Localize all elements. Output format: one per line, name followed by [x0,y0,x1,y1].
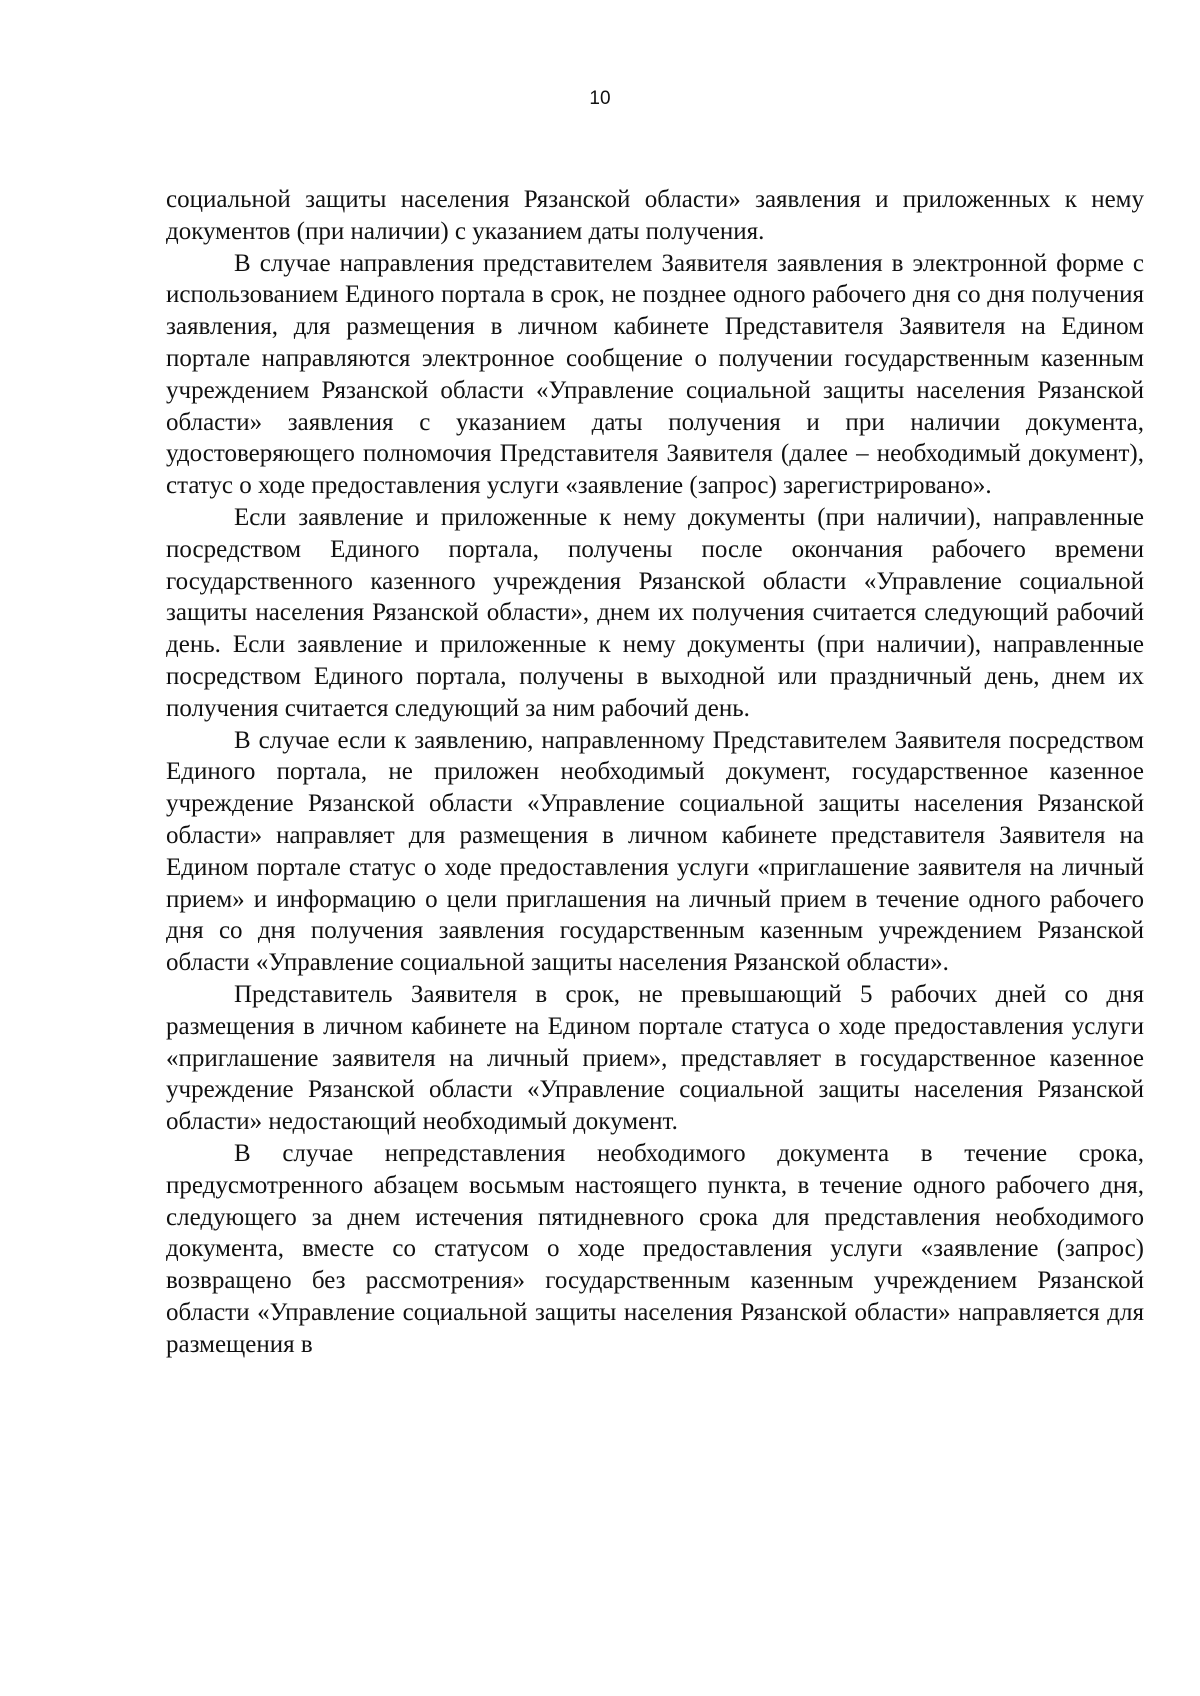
page-number: 10 [589,88,611,109]
paragraph-4: В случае если к заявлению, направленному Представителем Заявителя посредством Единого портала, не приложен необходимый документ, государственное казенное учреждение Рязанской области «Управление социальной защиты населения Рязанской области» направляет для размещения в личном кабинете представителя Заявителя на Едином портале статус о ходе предоставления услуги «приглашение заявителя на личный прием» и информацию о цели приглашения на личный прием в течение одного рабочего дня со дня получения заявления государственным казенным учреждением Рязанской области «Управление социальной защиты населения Рязанской области». [166,726,1144,977]
document-body [166,184,1144,1360]
paragraph-1: социальной защиты населения Рязанской области» заявления и приложенных к нему документов (при наличии) с указанием даты получения. [166,186,1144,245]
paragraph-5: Представитель Заявителя в срок, не превышающий 5 рабочих дней со дня размещения в личном кабинете на Едином портале статуса о ходе предоставления услуги «приглашение заявителя на личный прием», представляет в государственное казенное учреждение Рязанской области «Управление социальной защиты населения Рязанской области» недостающий необходимый документ. [166,980,1144,1136]
paragraph-6: В случае непредставления необходимого документа в течение срока, предусмотренного абзацем восьмым настоящего пункта, в течение одного рабочего дня, следующего за днем истечения пятидневного срока для представления необходимого документа, вместе со статусом о ходе предоставления услуги «заявление (запрос) возвращено без рассмотрения» государственным казенным учреждением Рязанской области «Управление социальной защиты населения Рязанской области» направляется для размещения в [166,1139,1144,1358]
paragraph-3: Если заявление и приложенные к нему документы (при наличии), направленные посредством Единого портала, получены после окончания рабочего времени государственного казенного учреждения Рязанской области «Управление социальной защиты населения Рязанской области», днем их получения считается следующий рабочий день. Если заявление и приложенные к нему документы (при наличии), направленные посредством Единого портала, получены в выходной или праздничный день, днем их получения считается следующий за ним рабочий день. [166,503,1144,722]
paragraph-2: В случае направления представителем Заявителя заявления в электронной форме с использованием Единого портала в срок, не позднее одного рабочего дня со дня получения заявления, для размещения в личном кабинете Представителя Заявителя на Едином портале направляются электронное сообщение о получении государственным казенным учреждением Рязанской области «Управление социальной защиты населения Рязанской области» заявления с указанием даты получения и при наличии документа, удостоверяющего полномочия Представителя Заявителя (далее – необходимый документ), статус о ходе предоставления услуги «заявление (запрос) зарегистрировано». [166,249,1144,500]
